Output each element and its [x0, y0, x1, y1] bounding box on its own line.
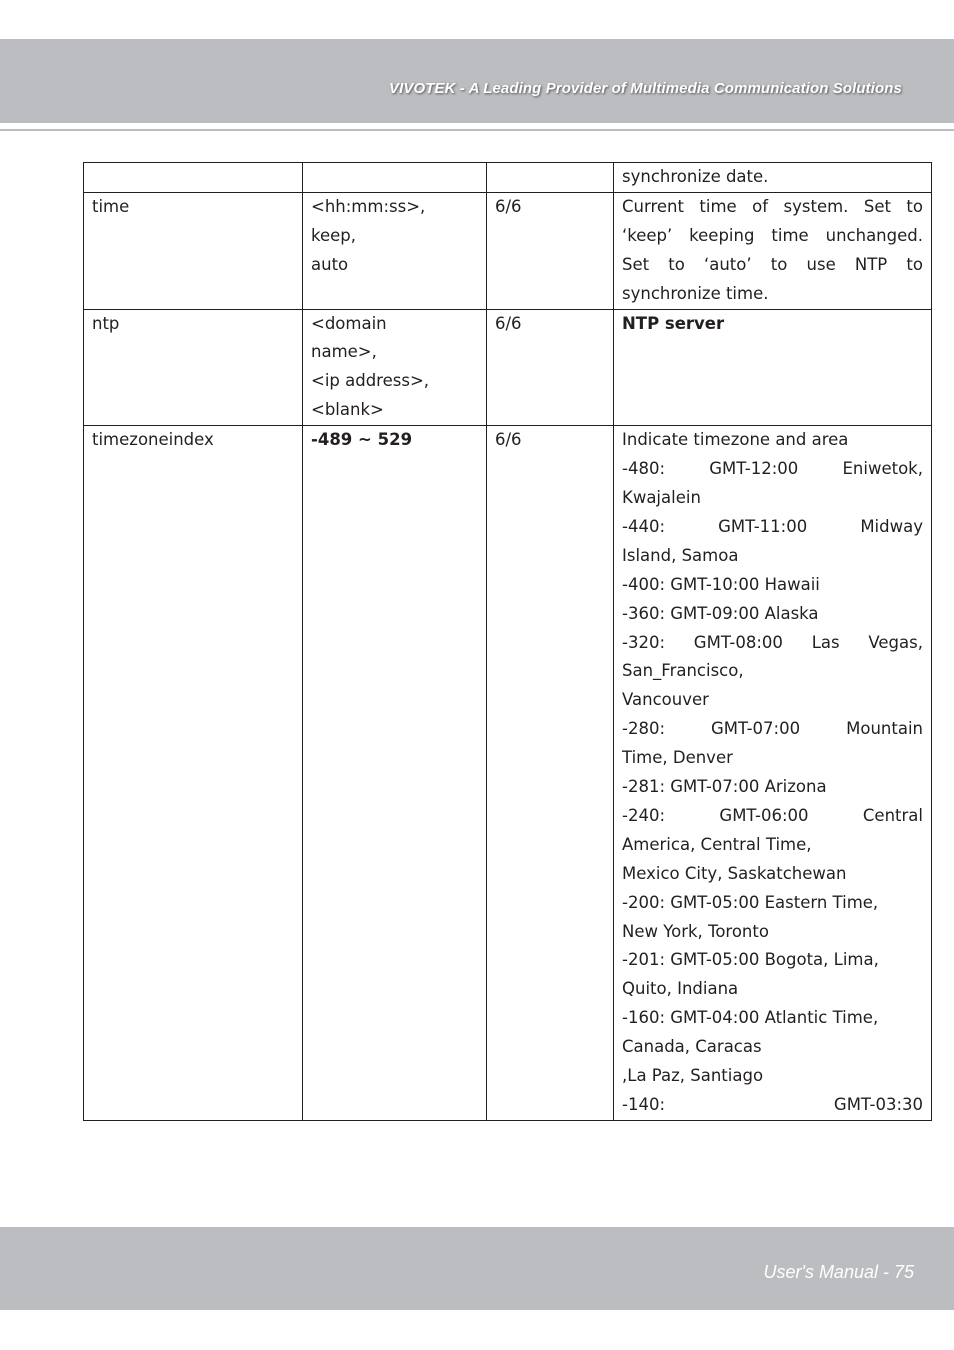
timezone-line: Vancouver	[622, 690, 709, 710]
timezone-line: -320: GMT-08:00 Las Vegas,	[622, 632, 923, 652]
timezone-line: -160: GMT-04:00 Atlantic Time,	[622, 1008, 879, 1028]
timezone-line: -240: GMT-06:00 Central	[622, 805, 923, 825]
param-name-cell	[84, 192, 303, 309]
param-security-cell	[487, 163, 614, 193]
param-value-cell	[303, 163, 487, 193]
param-security-cell	[487, 192, 614, 309]
timezone-line: Kwajalein	[622, 487, 701, 507]
timezone-line: -480: GMT-12:00 Eniwetok,	[622, 459, 923, 479]
param-value-line: <domain	[311, 313, 387, 333]
timezone-line: New York, Toronto	[622, 921, 769, 941]
param-value-range: -489 ~ 529	[311, 430, 413, 450]
param-name: time	[92, 196, 130, 216]
param-security: 6/6	[495, 430, 522, 450]
param-value-line: auto	[311, 254, 349, 274]
param-security: 6/6	[495, 196, 522, 216]
param-value-cell	[303, 309, 487, 426]
timezone-line: America, Central Time,	[622, 834, 812, 854]
timezone-line: -280: GMT-07:00 Mountain	[622, 719, 923, 739]
timezone-line: -200: GMT-05:00 Eastern Time,	[622, 892, 879, 912]
timezone-line: -360: GMT-09:00 Alaska	[622, 603, 819, 623]
timezone-line: -281: GMT-07:00 Arizona	[622, 777, 827, 797]
description-heading: NTP server	[622, 313, 725, 333]
param-name: ntp	[92, 313, 120, 333]
parameter-table	[83, 162, 932, 1121]
param-security-cell	[487, 426, 614, 1121]
param-description-cell	[614, 426, 932, 1121]
param-name: timezoneindex	[92, 430, 214, 450]
header-divider	[0, 129, 954, 131]
timezone-line: Canada, Caracas	[622, 1037, 762, 1057]
page-footer	[0, 1227, 954, 1310]
timezone-line: San_Francisco,	[622, 661, 744, 681]
param-value-cell	[303, 192, 487, 309]
param-value-line: name>,	[311, 342, 377, 362]
table-row	[84, 309, 932, 426]
description-line: synchronize date.	[622, 167, 769, 186]
table-row	[84, 192, 932, 309]
timezone-line: Mexico City, Saskatchewan	[622, 863, 847, 883]
description-line: Indicate timezone and area	[622, 430, 849, 450]
description-line: ‘keep’ keeping time unchanged.	[622, 225, 923, 245]
description-line: Set to ‘auto’ to use NTP to	[622, 254, 923, 274]
description-line: synchronize time.	[622, 283, 769, 303]
page-number-label: User's Manual - 75	[763, 1262, 914, 1282]
timezone-line: -140: GMT-03:30	[622, 1095, 923, 1114]
param-description-cell	[614, 163, 932, 193]
param-description-cell	[614, 192, 932, 309]
param-value-cell	[303, 426, 487, 1121]
table-row	[84, 163, 932, 193]
description-line: Current time of system. Set to	[622, 196, 923, 216]
param-security: 6/6	[495, 313, 522, 333]
timezone-line: -201: GMT-05:00 Bogota, Lima,	[622, 950, 879, 970]
header-title: VIVOTEK - A Leading Provider of Multimedia Communication Solutions	[388, 80, 902, 97]
timezone-line: ,La Paz, Santiago	[622, 1066, 764, 1086]
param-description-cell	[614, 309, 932, 426]
timezone-line: Quito, Indiana	[622, 979, 739, 999]
param-value-line: keep,	[311, 225, 356, 245]
param-security-cell	[487, 309, 614, 426]
table-row	[84, 426, 932, 1121]
param-name-cell	[84, 309, 303, 426]
param-name-cell	[84, 426, 303, 1121]
timezone-line: Time, Denver	[622, 748, 733, 768]
timezone-line: -400: GMT-10:00 Hawaii	[622, 574, 820, 594]
timezone-line: Island, Samoa	[622, 545, 739, 565]
param-value-line: <blank>	[311, 400, 384, 420]
timezone-line: -440: GMT-11:00 Midway	[622, 516, 923, 536]
page-header	[0, 39, 954, 123]
param-value-line: <ip address>,	[311, 371, 430, 391]
param-name-cell	[84, 163, 303, 193]
param-value-line: <hh:mm:ss>,	[311, 196, 426, 216]
